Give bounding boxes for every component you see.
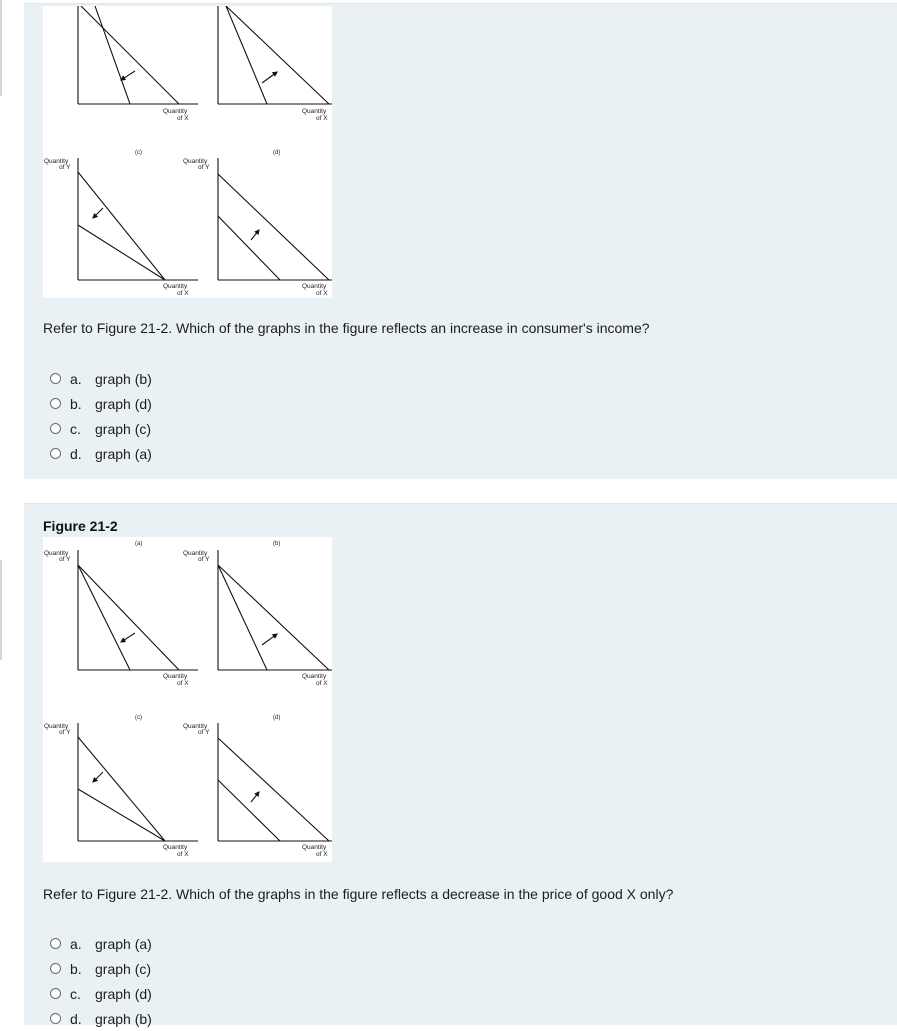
graph-c xyxy=(78,723,198,841)
option-b[interactable] xyxy=(50,956,152,981)
radio-icon[interactable] xyxy=(50,938,61,949)
figure-21-2 xyxy=(43,6,332,298)
option-label: graph (b) xyxy=(95,1010,152,1027)
y-axis-label: Quantity xyxy=(183,550,208,557)
option-label: graph (a) xyxy=(95,935,152,952)
budget-line-original xyxy=(78,565,179,670)
left-edge-line xyxy=(0,560,2,660)
budget-line-new xyxy=(218,738,329,841)
option-label: graph (d) xyxy=(95,395,152,412)
budget-line-new xyxy=(78,565,130,670)
shift-arrow xyxy=(251,792,259,802)
budget-line-new xyxy=(218,565,329,670)
x-axis-label: Quantity xyxy=(302,673,327,680)
shift-arrow xyxy=(251,230,259,240)
option-c[interactable] xyxy=(50,981,152,1006)
budget-line-original xyxy=(218,780,280,841)
option-label: graph (a) xyxy=(95,445,152,462)
answer-options xyxy=(50,366,152,466)
option-d[interactable] xyxy=(50,1006,152,1031)
option-label: graph (b) xyxy=(95,370,152,387)
option-letter: a. xyxy=(70,935,82,952)
figure-graphs xyxy=(43,6,332,298)
y-axis-label: of Y xyxy=(59,729,71,736)
option-letter: d. xyxy=(70,1010,82,1027)
left-edge-line xyxy=(0,0,2,96)
y-axis-label: of Y xyxy=(198,556,210,563)
graph-b-label: (b) xyxy=(273,541,281,547)
x-axis-label: of X xyxy=(316,851,328,858)
x-axis-label: of X xyxy=(177,680,189,687)
question-text: Refer to Figure 21-2. Which of the graphs in the figure reflects an increase in consumer's income? xyxy=(43,320,650,336)
budget-line-new xyxy=(78,789,165,841)
budget-line-new xyxy=(95,6,130,104)
graph-d-label: (d) xyxy=(273,715,281,721)
radio-icon[interactable] xyxy=(50,373,61,384)
graph-d xyxy=(218,158,332,280)
shift-arrow xyxy=(262,72,277,83)
radio-icon[interactable] xyxy=(50,423,61,434)
question-card-2 xyxy=(24,503,897,1025)
budget-line-new xyxy=(78,225,165,280)
budget-line-original xyxy=(218,216,280,280)
budget-line-new xyxy=(218,174,329,280)
x-axis-label: Quantity xyxy=(163,673,188,680)
x-axis-label: Quantity xyxy=(163,283,188,290)
y-axis-label: of Y xyxy=(59,164,71,171)
y-axis-label: Quantity xyxy=(44,550,69,557)
shift-arrow xyxy=(93,208,103,218)
x-axis-label: Quantity xyxy=(302,283,327,290)
budget-line-original xyxy=(226,6,267,104)
option-a[interactable] xyxy=(50,931,152,956)
shift-arrow xyxy=(93,772,103,782)
y-axis-label: Quantity xyxy=(44,158,69,165)
option-label: graph (c) xyxy=(95,960,152,977)
option-letter: a. xyxy=(70,370,82,387)
x-axis-label: of X xyxy=(177,115,189,122)
radio-icon[interactable] xyxy=(50,963,61,974)
option-letter: b. xyxy=(70,960,82,977)
x-axis-label: Quantity xyxy=(163,844,188,851)
graph-a xyxy=(78,550,198,670)
x-axis-label: of X xyxy=(316,680,328,687)
question-text: Refer to Figure 21-2. Which of the graphs in the figure reflects a decrease in the price of good X only? xyxy=(43,886,674,902)
budget-line-original xyxy=(81,6,179,104)
x-axis-label: of X xyxy=(316,290,328,297)
figure-21-2 xyxy=(43,537,332,862)
x-axis-label: Quantity xyxy=(302,108,327,115)
option-letter: c. xyxy=(70,985,81,1002)
y-axis-label: of Y xyxy=(198,729,210,736)
option-label: graph (c) xyxy=(95,420,152,437)
answer-options xyxy=(50,931,152,1031)
y-axis-label: Quantity xyxy=(183,723,208,730)
option-letter: d. xyxy=(70,445,82,462)
option-letter: b. xyxy=(70,395,82,412)
y-axis-label: of Y xyxy=(198,164,210,171)
x-axis-label: of X xyxy=(177,851,189,858)
x-axis-label: Quantity xyxy=(302,844,327,851)
budget-line-original xyxy=(78,172,165,280)
x-axis-label: of X xyxy=(316,115,328,122)
graph-c-label: (c) xyxy=(135,715,142,721)
option-d[interactable] xyxy=(50,441,152,466)
y-axis-label: Quantity xyxy=(44,723,69,730)
figure-title: Figure 21-2 xyxy=(43,518,118,534)
shift-arrow xyxy=(262,634,277,645)
graph-b xyxy=(218,6,332,104)
graph-c-label: (c) xyxy=(135,150,142,156)
option-letter: c. xyxy=(70,420,81,437)
x-axis-label: Quantity xyxy=(163,108,188,115)
radio-icon[interactable] xyxy=(50,448,61,459)
option-label: graph (d) xyxy=(95,985,152,1002)
x-axis-label: of X xyxy=(177,290,189,297)
shift-arrow xyxy=(121,71,135,80)
y-axis-label: Quantity xyxy=(183,158,208,165)
radio-icon[interactable] xyxy=(50,1013,61,1024)
radio-icon[interactable] xyxy=(50,988,61,999)
option-b[interactable] xyxy=(50,391,152,416)
question-card-1 xyxy=(24,3,897,479)
graph-c xyxy=(78,158,198,280)
shift-arrow xyxy=(121,633,135,642)
figure-graphs xyxy=(43,537,332,862)
graph-a-label: (a) xyxy=(135,541,143,547)
graph-d-label: (d) xyxy=(273,150,281,156)
radio-icon[interactable] xyxy=(50,398,61,409)
budget-line-original xyxy=(218,565,267,670)
budget-line-original xyxy=(78,737,165,841)
y-axis-label: of Y xyxy=(59,556,71,563)
graph-b xyxy=(218,550,332,670)
graph-d xyxy=(218,723,332,841)
budget-line-new xyxy=(226,6,329,104)
option-a[interactable] xyxy=(50,366,152,391)
graph-a xyxy=(78,6,198,104)
option-c[interactable] xyxy=(50,416,152,441)
